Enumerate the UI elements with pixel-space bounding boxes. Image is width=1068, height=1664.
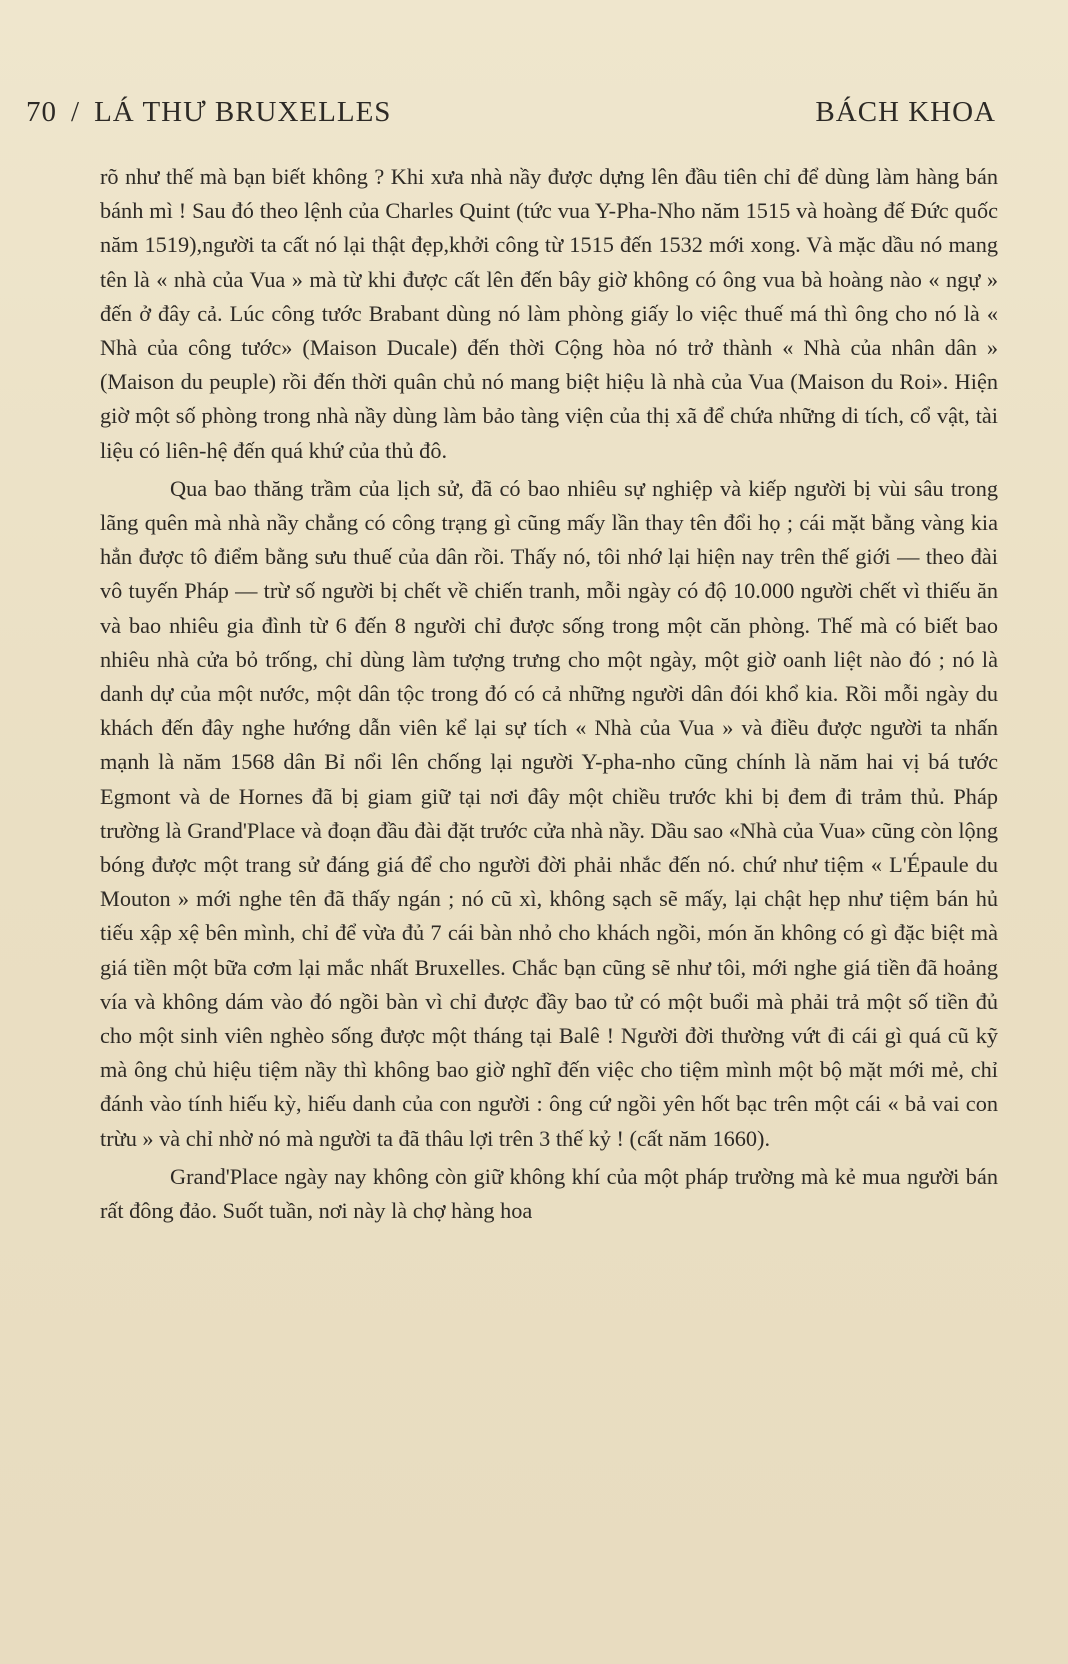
page-number: 70 [26, 96, 57, 128]
paragraph: Qua bao thăng trầm của lịch sử, đã có bao nhiêu sự nghiệp và kiếp người bị vùi sâu trong lãng quên mà nhà nầy chẳng có công trạng gì cũng mấy lần thay tên đổi họ ; cái mặt bằng vàng kia hẳn được tô điểm bằng sưu thuế của dân rồi. Thấy nó, tôi nhớ lại hiện nay trên thế giới — theo đài vô tuyến Pháp — trừ số người bị chết về chiến tranh, mỗi ngày có độ 10.000 người chết vì thiếu ăn và bao nhiêu gia đình từ 6 đến 8 người chỉ được sống trong một căn phòng. Thế mà có biết bao nhiêu nhà cửa bỏ trống, chỉ dùng làm tượng trưng cho một ngày, một giờ oanh liệt nào đó ; nó là danh dự của một nước, một dân tộc trong đó có cả những người dân đói khổ kia. Rồi mỗi ngày du khách đến đây nghe hướng dẫn viên kể lại sự tích « Nhà của Vua » và điều được người ta nhấn mạnh là năm 1568 dân Bỉ nổi lên chống lại người Y-pha-nho cũng chính là năm hai vị bá tước Egmont và de Hornes đã bị giam giữ tại nơi đây một chiều trước khi bị đem đi trảm thủ. Pháp trường là Grand'Place và đoạn đầu đài đặt trước cửa nhà nầy. Dầu sao «Nhà của Vua» cũng còn lộng bóng được một trang sử đáng giá để cho người đời phải nhắc đến nó. chứ như tiệm « L'Épaule du Mouton » mới nghe tên đã thấy ngán ; nó cũ xì, không sạch sẽ mấy, lại chật hẹp như tiệm bán hủ tiếu xập xệ bên mình, chỉ để vừa đủ 7 cái bàn nhỏ cho khách ngồi, món ăn không có gì đặc biệt mà giá tiền một bữa cơm lại mắc nhất Bruxelles. Chắc bạn cũng sẽ như tôi, mới nghe giá tiền đã hoảng vía và không dám vào đó ngồi bàn vì chỉ được đầy bao tử có một buổi mà phải trả một số tiền đủ cho một sinh viên nghèo sống được một tháng tại Balê ! Người đời thường vứt đi cái gì quá cũ kỹ mà ông chủ hiệu tiệm nầy thì không bao giờ nghĩ đến việc cho tiệm mình một bộ mặt mới mẻ, chỉ đánh vào tính hiếu kỳ, hiếu danh của con người : ông cứ ngồi yên hốt bạc trên một cái « bả vai con trừu » và chỉ nhờ nó mà người ta đã thâu lợi trên 3 thế kỷ ! (cất năm 1660). [100, 475, 998, 1151]
paragraph: Grand'Place ngày nay không còn giữ không khí của một pháp trường mà kẻ mua người bán rất đông đảo. Suốt tuần, nơi này là chợ hàng hoa [100, 1163, 998, 1224]
section-title: LÁ THƯ BRUXELLES [94, 96, 392, 128]
running-head-left [26, 96, 391, 129]
running-head [26, 96, 996, 129]
article-body [100, 160, 998, 1228]
paragraph: rõ như thế mà bạn biết không ? Khi xưa nhà nầy được dựng lên đầu tiên chỉ để dùng làm hàng bán bánh mì ! Sau đó theo lệnh của Charles Quint (tức vua Y-Pha-Nho năm 1515 và hoàng đế Đức quốc năm 1519),người ta cất nó lại thật đẹp,khởi công từ 1515 đến 1532 mới xong. Và mặc dầu nó mang tên là « nhà của Vua » mà từ khi được cất lên đến bây giờ không có ông vua bà hoàng nào « ngự » đến ở đây cả. Lúc công tước Brabant dùng nó làm phòng giấy lo việc thuế má thì ông cho nó là « Nhà của công tước» (Maison Ducale) đến thời Cộng hòa nó trở thành « Nhà của nhân dân » (Maison du peuple) rồi đến thời quân chủ nó mang biệt hiệu là nhà của Vua (Maison du Roi». Hiện giờ một số phòng trong nhà nầy dùng làm bảo tàng viện của thị xã để chứa những di tích, cổ vật, tài liệu có liên-hệ đến quá khứ của thủ đô. [100, 164, 998, 463]
header-separator: / [71, 96, 81, 128]
magazine-title: BÁCH KHOA [815, 96, 996, 128]
